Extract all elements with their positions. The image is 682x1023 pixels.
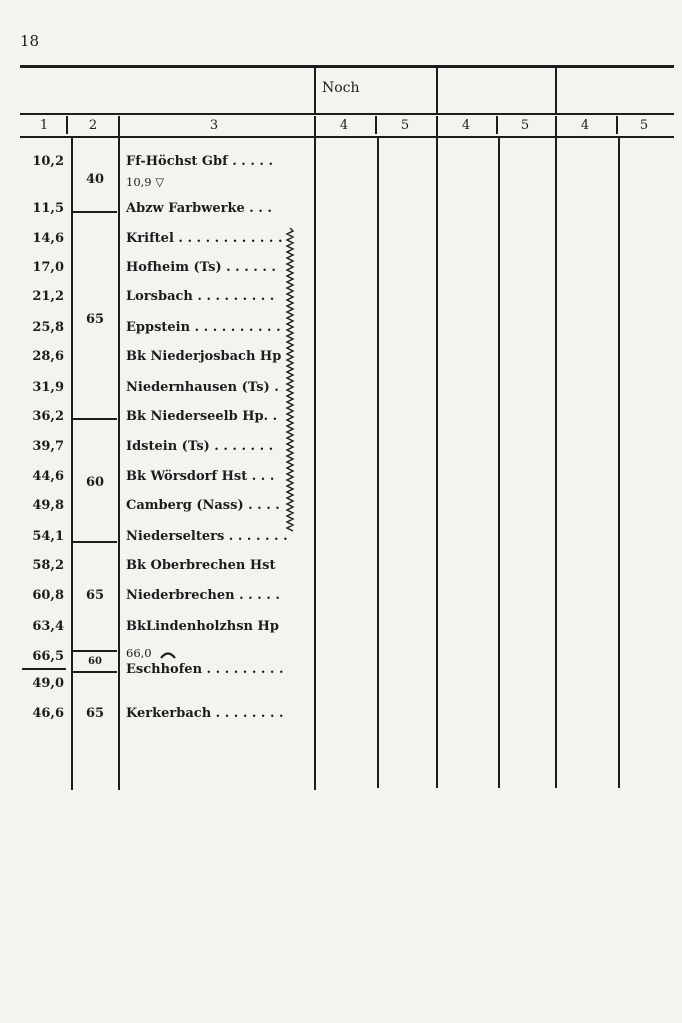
speed-value: 65 xyxy=(85,312,105,327)
km-value: 54,1 xyxy=(32,529,64,544)
top-rule xyxy=(20,65,674,68)
column-number: 5 xyxy=(639,118,649,133)
km-value: 17,0 xyxy=(32,260,64,275)
column-divider xyxy=(498,138,500,788)
station-name: Bk Niederseelb Hp. . xyxy=(126,409,278,424)
speed-value: 60 xyxy=(88,656,102,667)
station-name: Kriftel . . . . . . . . . . . . xyxy=(126,231,283,246)
column-divider xyxy=(375,116,377,134)
km-change-rule xyxy=(22,668,66,670)
station-name: Eppstein . . . . . . . . . . xyxy=(126,320,281,335)
header-divider xyxy=(436,68,438,114)
km-value: 36,2 xyxy=(32,409,64,424)
station-name: Bk Oberbrechen Hst xyxy=(126,558,276,573)
column-number: 4 xyxy=(461,118,471,133)
station-name: Camberg (Nass) . . . . xyxy=(126,498,280,513)
column-divider xyxy=(66,116,68,134)
speed-section-rule xyxy=(73,671,117,673)
header-divider xyxy=(314,68,316,114)
km-value: 60,8 xyxy=(32,588,64,603)
km-value: 49,0 xyxy=(32,676,64,691)
column-number: 4 xyxy=(339,118,349,133)
station-name: Bk Niederjosbach Hp xyxy=(126,349,282,364)
speed-section-rule xyxy=(73,650,117,652)
station-name: Bk Wörsdorf Hst . . . xyxy=(126,469,275,484)
column-divider xyxy=(496,116,498,134)
station-name: Idstein (Ts) . . . . . . . xyxy=(126,439,274,454)
column-number: 5 xyxy=(400,118,410,133)
station-name: Ff-Höchst Gbf . . . . . xyxy=(126,154,273,169)
km-value: 14,6 xyxy=(32,231,64,246)
station-name: Eschhofen . . . . . . . . . xyxy=(126,662,284,677)
wavy-line-icon xyxy=(285,228,295,532)
column-number: 1 xyxy=(39,118,49,133)
km-value: 44,6 xyxy=(32,469,64,484)
header-noch: Noch xyxy=(322,80,360,96)
km-value: 28,6 xyxy=(32,349,64,364)
station-note: 66,0 xyxy=(126,646,152,660)
column-divider xyxy=(377,138,379,788)
column-divider xyxy=(71,138,73,790)
column-divider xyxy=(616,116,618,134)
station-name: Niedernhausen (Ts) . xyxy=(126,380,279,395)
km-value: 46,6 xyxy=(32,706,64,721)
column-number: 2 xyxy=(88,118,98,133)
station-name: Abzw Farbwerke . . . xyxy=(126,201,272,216)
column-divider xyxy=(618,138,620,788)
column-divider xyxy=(314,116,316,790)
station-name: Hofheim (Ts) . . . . . . xyxy=(126,260,276,275)
station-name: BkLindenholzhsn Hp xyxy=(126,619,279,634)
km-value: 58,2 xyxy=(32,558,64,573)
header-divider xyxy=(555,68,557,114)
speed-section-rule xyxy=(73,541,117,543)
speed-value: 40 xyxy=(85,172,105,187)
column-number: 4 xyxy=(580,118,590,133)
station-name: Kerkerbach . . . . . . . . xyxy=(126,706,284,721)
column-number: 3 xyxy=(209,118,219,133)
speed-value: 65 xyxy=(85,588,105,603)
column-divider xyxy=(118,116,120,790)
km-value: 66,5 xyxy=(32,649,64,664)
column-divider xyxy=(436,116,438,788)
km-value: 31,9 xyxy=(32,380,64,395)
km-value: 49,8 xyxy=(32,498,64,513)
station-name: Lorsbach . . . . . . . . . xyxy=(126,289,275,304)
column-number: 5 xyxy=(520,118,530,133)
speed-section-rule xyxy=(73,418,117,420)
header-rule xyxy=(20,113,674,115)
km-value: 11,5 xyxy=(32,201,64,216)
speed-section-rule xyxy=(73,211,117,213)
km-value: 25,8 xyxy=(32,320,64,335)
curve-symbol-icon xyxy=(160,648,176,660)
speed-value: 60 xyxy=(85,475,105,490)
speed-value: 65 xyxy=(85,706,105,721)
station-name: Niederbrechen . . . . . xyxy=(126,588,280,603)
station-name: Niederselters . . . . . . . xyxy=(126,529,288,544)
km-value: 21,2 xyxy=(32,289,64,304)
station-note: 10,9 ▽ xyxy=(126,175,165,189)
km-value: 10,2 xyxy=(32,154,64,169)
km-value: 39,7 xyxy=(32,439,64,454)
page-number: 18 xyxy=(20,32,40,50)
km-value: 63,4 xyxy=(32,619,64,634)
column-divider xyxy=(555,116,557,788)
